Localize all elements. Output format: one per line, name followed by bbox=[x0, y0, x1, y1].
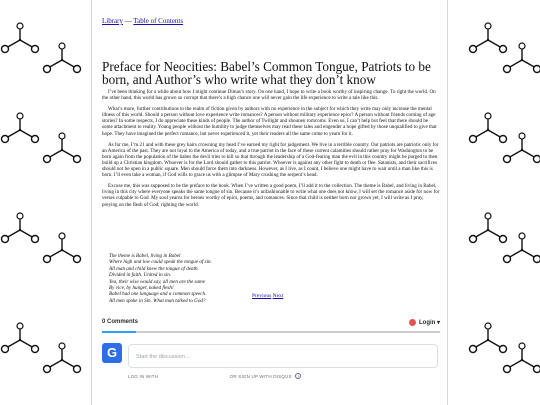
comments-section bbox=[102, 316, 440, 379]
tripod-circle-glyph bbox=[0, 112, 40, 156]
poem-line: Divided in faith. United in sin. bbox=[109, 272, 172, 279]
login-with-label: LOG IN WITH bbox=[128, 374, 159, 379]
tripod-circle-glyph bbox=[502, 42, 540, 86]
tripod-circle-glyph bbox=[42, 342, 82, 386]
disqus-logo-dot-icon bbox=[409, 319, 416, 326]
active-tab-indicator bbox=[102, 331, 136, 333]
previous-link[interactable]: Previous bbox=[252, 293, 272, 299]
article-body bbox=[102, 89, 440, 213]
poem-line: By vice, by hunger, naked flesh! bbox=[109, 285, 174, 292]
login-menu[interactable] bbox=[409, 319, 440, 326]
poem-line: Where high and low could speak the tongue of sin. bbox=[109, 259, 212, 266]
poem bbox=[109, 253, 212, 304]
poem-line: All man and child knew the tongue of death. bbox=[109, 265, 199, 272]
poem-line: Yea, their wise would say, all men are the same bbox=[109, 278, 205, 285]
tripod-circle-glyph bbox=[0, 212, 40, 256]
paragraph: I’ve been thinking for a while about how I might continue Dimas’s story. On one hand, I hope to write a book worthy of inspiring change. To right the world. On the other hand, this world has grown so corrupt that there’s a high chance one will never gain the life experience to write a tale like this. bbox=[102, 89, 436, 102]
tripod-circle-glyph bbox=[0, 22, 40, 66]
next-link[interactable]: Next bbox=[272, 293, 284, 299]
table-of-contents-link[interactable]: Table of Contents bbox=[133, 17, 184, 25]
help-circle-icon[interactable]: ? bbox=[296, 374, 300, 379]
library-link[interactable]: Library bbox=[102, 17, 123, 25]
comments-divider bbox=[102, 331, 440, 333]
comment-input[interactable]: Start the discussion… bbox=[128, 344, 438, 368]
tripod-circle-glyph bbox=[0, 322, 40, 366]
poem-line: Babel had one language and a common speech. bbox=[109, 291, 207, 298]
page-content bbox=[91, 0, 448, 405]
auth-options bbox=[128, 373, 301, 379]
comments-header bbox=[102, 316, 440, 328]
comment-composer bbox=[102, 343, 440, 379]
paragraph: What’s more, further contributions to the realm of fiction given by authors with no experience in the subject for which they write may only increase the mental illness of this world. Should a person without love experience write romances? A person without military experience epics? A person without friends coming of age stories? In some respects, I do appreciate these kinds of people. The author of Twilight and shounen romcoms. Even so, I can’t help but feel that there should be some attachment to reality. Young people without the humility to judge themselves may read these tales and engender a hope gifted by those unqualified to give that hope. They have imagined the perfect romance, but never experienced it, yet their readers all the same come to yearn for it. bbox=[102, 106, 437, 137]
tripod-circle-glyph bbox=[502, 232, 540, 276]
login-label[interactable]: Login ▾ bbox=[418, 319, 440, 326]
avatar: G bbox=[102, 343, 122, 363]
paragraph: As for me, I’m 21 and with these grey hairs crowning my head I’ve earned my right for judgement. We live in a terrible country. Our patriots are patriotic only for an America of the past. They are not loyal to the America of today, and a true patriot in the face of these current calamities should rather pray for Washington to be born again from the population of the babes the devil tries to kill so that through the leadership of a God-fearing man the evil in this country might be purged to then build up a Christian kingdom. Whoever is for the Lord should gather to this patriot. Whoever is against any other fight to death or flee. Satanists, and their sacrifices should not be open in a public square. Men should force them into darkness. However, as I live, as I count, I believe one might have to wait until a man like this is born. I’ll even take a woman, if God wills to grace us with a glimpse of Mary crushing the serpent’s head. bbox=[102, 141, 439, 179]
tripod-circle-glyph bbox=[502, 342, 540, 386]
tripod-circle-glyph bbox=[502, 132, 540, 176]
page-title: Preface for Neocities: Babel’s Common Tongue, Patriots to be born, and Author’s who write what they don’t know bbox=[102, 59, 431, 87]
tripod-circle-glyph bbox=[42, 42, 82, 86]
poem-line: The theme is Babel, living in Babel bbox=[109, 253, 181, 259]
pagination bbox=[252, 293, 283, 299]
sign-up-label: OR SIGN UP WITH DISQUS bbox=[229, 374, 292, 379]
comment-count: 0 Comments bbox=[102, 319, 139, 325]
breadcrumb bbox=[102, 17, 183, 25]
tripod-circle-glyph bbox=[42, 132, 82, 176]
poem-line: All men spoke in Sin. What man talked to God? bbox=[109, 297, 206, 304]
breadcrumb-separator: — bbox=[123, 17, 134, 25]
tripod-circle-glyph bbox=[42, 232, 82, 276]
paragraph: Excuse me, this was supposed to be the preface to the book. When I’ve written a good poem, I’ll add it to the collection. The theme is Babel, and living in Babel, living in this city where everyone speaks the same tongue of sin. Because it’s unfashionable to write what one does not know, I will set the romance aside for now for verses culpable to God. My soul yearns for heroes worthy of epics, poems, and romances. Since that child is neither born nor grown yet, I will write as I pray, preying on the flesh of God; righting the world. bbox=[102, 183, 440, 208]
